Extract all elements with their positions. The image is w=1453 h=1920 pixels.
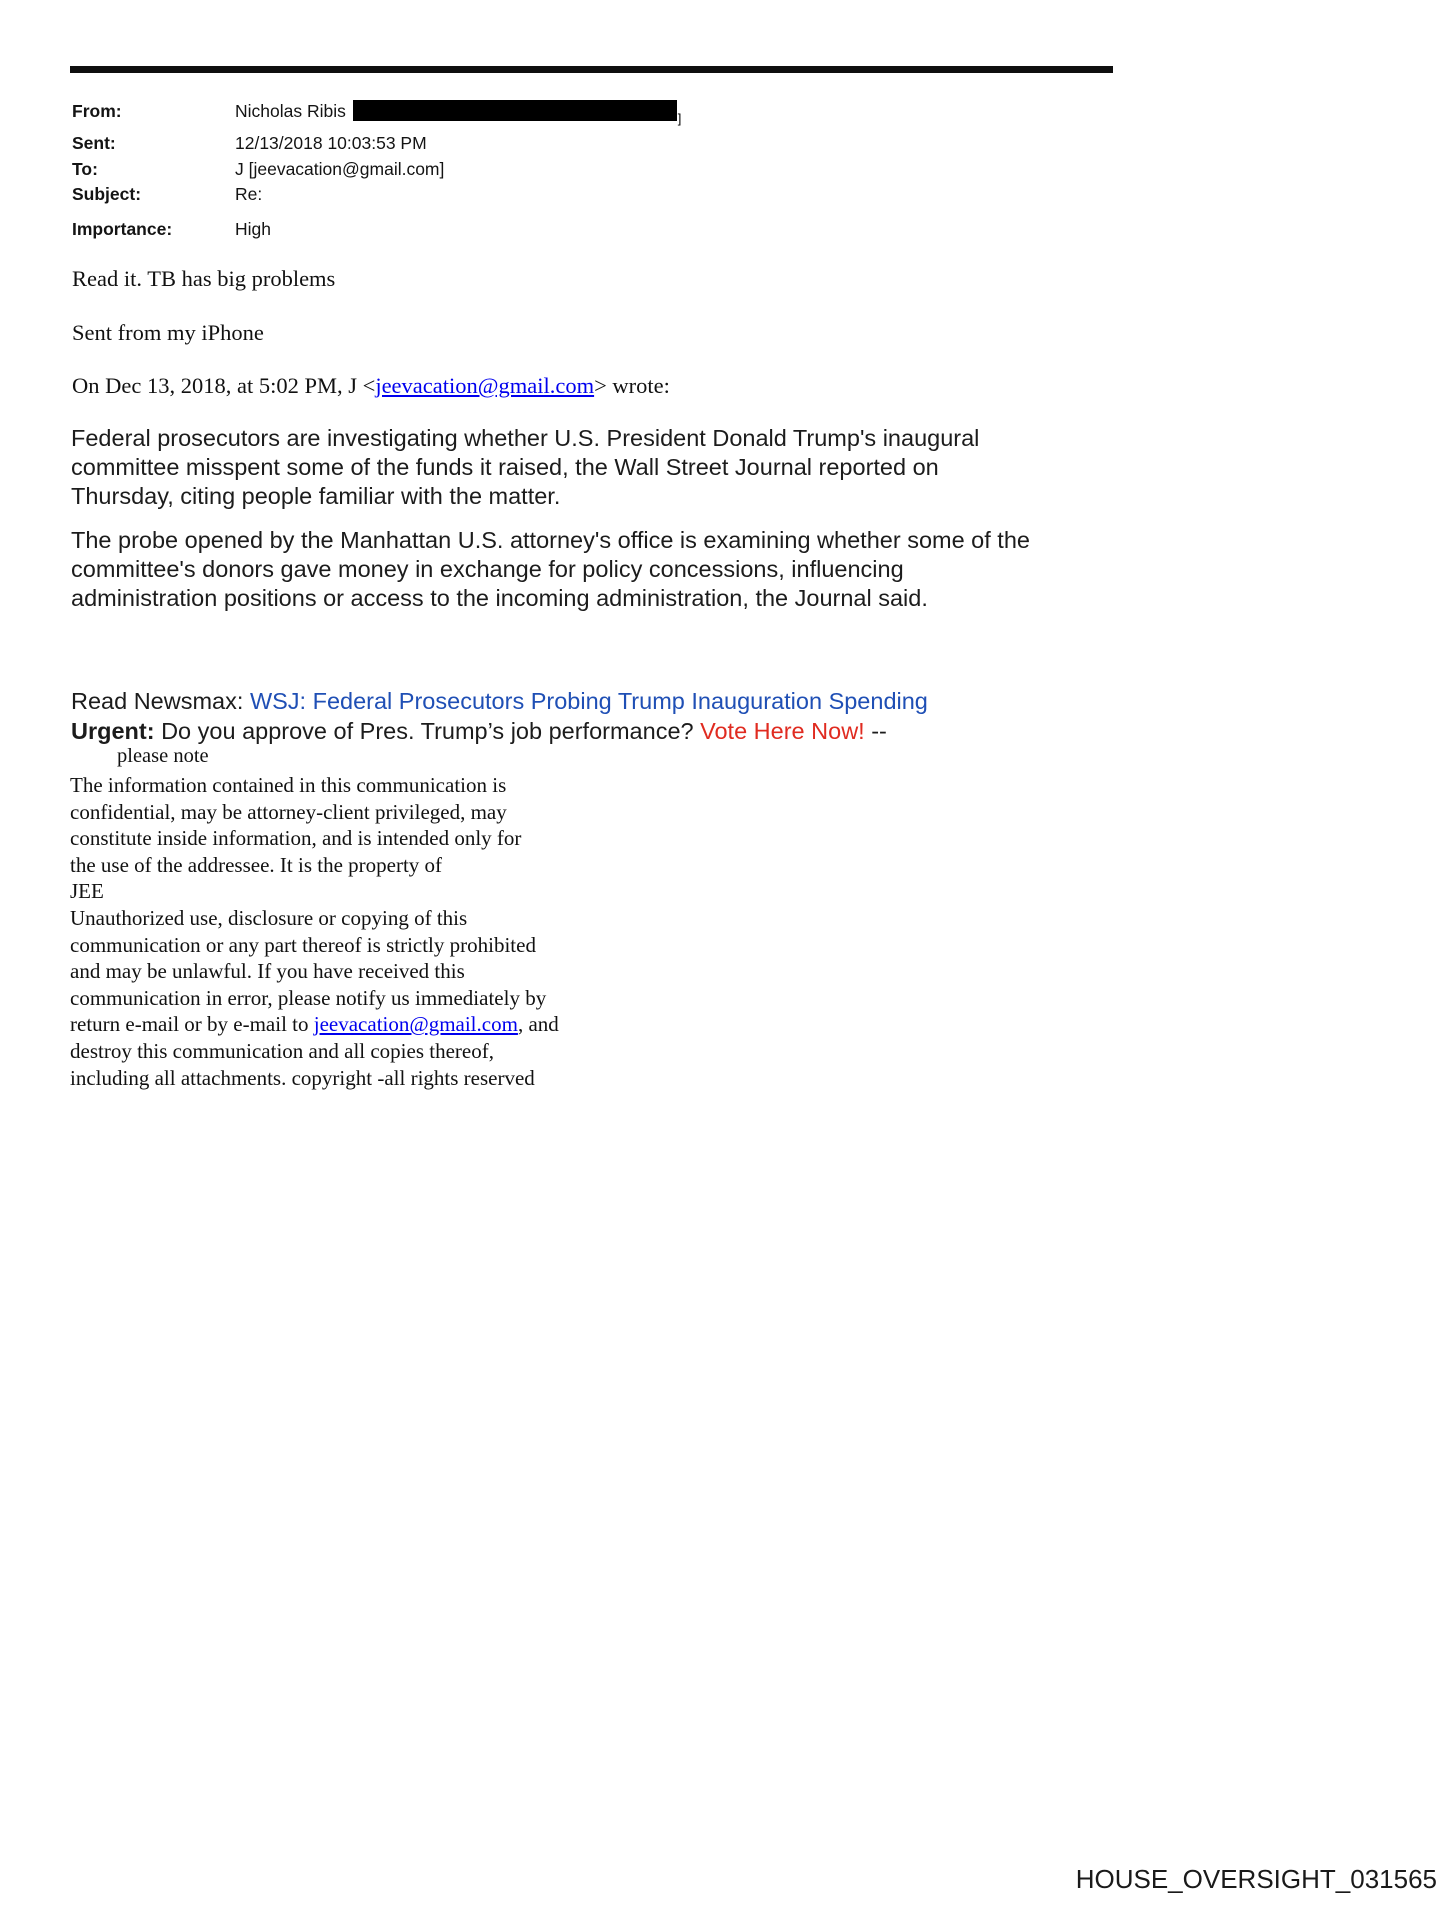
from-label: From:	[72, 101, 122, 121]
quoted-paragraph-1	[71, 424, 979, 511]
quote-attribution-prefix: On Dec 13, 2018, at 5:02 PM, J <	[72, 373, 376, 398]
subject-value: Re:	[235, 184, 263, 205]
sent-value: 12/13/2018 10:03:53 PM	[235, 133, 427, 154]
header-row-sent	[72, 131, 681, 156]
paragraph-line: administration positions or access to the incoming administration, the Journal said.	[71, 585, 928, 611]
bates-stamp: HOUSE_OVERSIGHT_031565	[1075, 1864, 1437, 1894]
iphone-signature: Sent from my iPhone	[72, 320, 264, 345]
newsmax-links-block	[71, 687, 928, 746]
importance-value: High	[235, 219, 271, 239]
urgent-question: Do you approve of Pres. Trump’s job performance?	[154, 717, 701, 744]
paragraph-line: committee's donors gave money in exchange for policy concessions, influencing	[71, 556, 904, 582]
redaction-bar	[353, 100, 677, 121]
email-header	[72, 99, 681, 208]
disclaimer-line: communication in error, please notify us immediately by	[70, 985, 547, 1010]
disclaimer-line: Unauthorized use, disclosure or copying of this	[70, 905, 468, 930]
paragraph-line: Federal prosecutors are investigating whether U.S. President Donald Trump's inaugural	[71, 425, 980, 451]
urgent-label: Urgent:	[71, 717, 155, 744]
subject-label: Subject:	[72, 184, 142, 205]
wsj-headline-link[interactable]: WSJ: Federal Prosecutors Probing Trump Inauguration Spending	[249, 688, 928, 714]
reply-body-text: Read it. TB has big problems	[72, 266, 336, 291]
disclaimer-line: including all attachments. copyright -all rights reserved	[70, 1065, 535, 1090]
urgent-line	[71, 717, 928, 747]
disclaimer-email-line	[70, 1011, 559, 1038]
disclaimer-email-prefix: return e-mail or by e-mail to	[70, 1012, 314, 1037]
paragraph-line: Thursday, citing people familiar with the matter.	[71, 483, 561, 509]
disclaimer-line: confidential, may be attorney-client privileged, may	[70, 799, 507, 824]
disclaimer-line: and may be unlawful. If you have received this	[70, 959, 465, 984]
header-row-to	[72, 157, 681, 182]
read-newsmax-prefix: Read Newsmax:	[71, 688, 250, 714]
urgent-suffix: --	[864, 717, 887, 744]
quote-attribution-suffix: > wrote:	[594, 373, 670, 398]
sent-label: Sent:	[72, 133, 116, 154]
importance-label: Importance:	[72, 219, 173, 239]
disclaimer-line: The information contained in this communication is	[70, 773, 507, 797]
quoted-paragraph-2	[71, 526, 1030, 613]
quote-attribution-line	[72, 373, 670, 399]
to-label: To:	[72, 158, 98, 179]
header-row-importance	[72, 219, 271, 240]
legal-disclaimer	[70, 772, 559, 1091]
disclaimer-line: communication or any part thereof is strictly prohibited	[70, 932, 536, 957]
disclaimer-email-link[interactable]: jeevacation@gmail.com	[313, 1012, 518, 1037]
from-value: Nicholas Ribis	[235, 101, 351, 121]
please-note-label: please note	[117, 745, 209, 767]
paragraph-line: The probe opened by the Manhattan U.S. attorney's office is examining whether some of the	[71, 527, 1030, 553]
header-row-from	[72, 99, 681, 131]
vote-here-now-link[interactable]: Vote Here Now!	[700, 717, 865, 744]
disclaimer-line: constitute inside information, and is intended only for	[70, 826, 522, 851]
to-value: J [jeevacation@gmail.com]	[235, 158, 445, 179]
disclaimer-line: the use of the addressee. It is the property of	[70, 852, 443, 877]
newsmax-line	[71, 687, 928, 717]
header-row-subject	[72, 182, 681, 207]
paragraph-line: committee misspent some of the funds it raised, the Wall Street Journal reported on	[71, 454, 939, 480]
disclaimer-line: destroy this communication and all copies thereof,	[70, 1038, 494, 1063]
redaction-bracket-remnant: ]	[677, 111, 682, 126]
disclaimer-email-suffix: , and	[517, 1012, 559, 1037]
sender-email-link[interactable]: jeevacation@gmail.com	[375, 373, 595, 398]
top-divider-rule	[70, 66, 1113, 73]
disclaimer-line: JEE	[70, 879, 104, 904]
